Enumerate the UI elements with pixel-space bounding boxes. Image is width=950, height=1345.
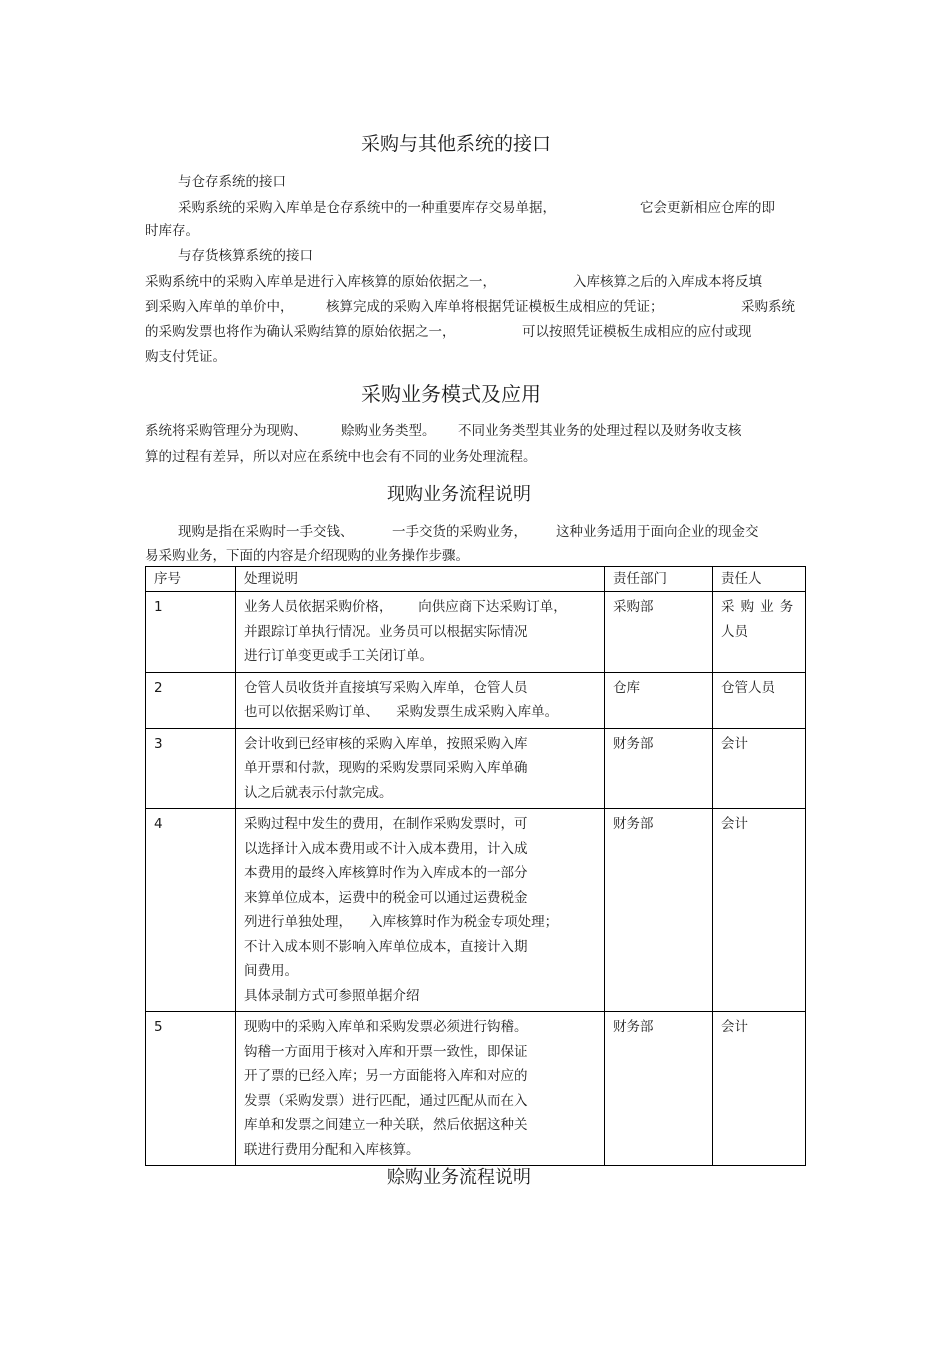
row-dept: 财务部 [605, 728, 713, 809]
header-dept: 责任部门 [605, 567, 713, 592]
row-dept: 财务部 [605, 809, 713, 1012]
sub2-line: 的采购发票也将作为确认采购结算的原始依据之一， [145, 324, 456, 340]
sub2-line: 采购系统中的采购入库单是进行入库核算的原始依据之一， [145, 274, 496, 290]
person-line: 会计 [721, 1019, 748, 1035]
person-line: 仓管人员 [721, 679, 775, 696]
desc-line: 开了票的已经入库；另一方面能将入库和对应的 [244, 1068, 528, 1084]
section2-line: 系统将采购管理分为现购、 [145, 423, 307, 439]
desc-line: 认之后就表示付款完成。 [244, 784, 393, 801]
desc-line: 发票（采购发票）进行匹配，通过匹配从而在入 [244, 1092, 528, 1109]
header-person: 责任人 [713, 567, 806, 592]
section3-intro: 这种业务适用于面向企业的现金交 [556, 524, 759, 540]
row-no: 4 [146, 809, 236, 1012]
table-row [146, 728, 806, 809]
section3-title: 现购业务流程说明 [387, 484, 531, 505]
sub1-line: 时库存。 [145, 223, 199, 239]
sub2-line: 购支付凭证。 [145, 349, 226, 365]
desc-line: 进行订单变更或手工关闭订单。 [244, 648, 433, 664]
row-person [713, 809, 806, 1012]
sub2-line: 到采购入库单的单价中， [145, 299, 294, 315]
row-dept: 采购部 [605, 592, 713, 673]
row-desc [236, 672, 605, 728]
section3-intro: 易采购业务，下面的内容是介绍现购的业务操作步骤。 [145, 548, 469, 564]
desc-line: 钩稽一方面用于核对入库和开票一致性，即保证 [244, 1043, 528, 1060]
table-row [146, 1012, 806, 1166]
sub2-line: 入库核算之后的入库成本将反填 [573, 274, 762, 290]
sub1-line: 它会更新相应仓库的即 [640, 200, 775, 216]
table-row [146, 809, 806, 1012]
sub2-line: 采购系统 [741, 299, 795, 315]
process-table [145, 566, 806, 1166]
sub2-heading: 与存货核算系统的接口 [178, 248, 313, 264]
table-row [146, 672, 806, 728]
desc-line: 现购中的采购入库单和采购发票必须进行钩稽。 [244, 1019, 528, 1035]
desc-line: 列进行单独处理， 入库核算时作为税金专项处理； [244, 914, 559, 930]
sub1-line: 采购系统的采购入库单是仓存系统中的一种重要库存交易单据， [178, 200, 556, 216]
section2-line: 算的过程有差异，所以对应在系统中也会有不同的业务处理流程。 [145, 449, 537, 465]
row-no: 2 [146, 672, 236, 728]
section2-line: 赊购业务类型。 [341, 423, 436, 439]
row-dept: 仓库 [605, 672, 713, 728]
desc-line: 采购过程中发生的费用，在制作采购发票时，可 [244, 816, 528, 832]
desc-line: 也可以依据采购订单、 采购发票生成采购入库单。 [244, 704, 559, 720]
row-desc [236, 728, 605, 809]
section2-title: 采购业务模式及应用 [361, 382, 541, 406]
table-row [146, 592, 806, 673]
desc-line: 间费用。 [244, 963, 298, 979]
desc-line: 来算单位成本，运费中的税金可以通过运费税金 [244, 889, 528, 906]
row-desc [236, 592, 605, 673]
desc-line: 业务人员依据采购价格， 向供应商下达采购订单， [244, 599, 567, 615]
row-person [713, 672, 806, 728]
section3-intro: 现购是指在采购时一手交钱、 [178, 524, 354, 540]
header-no: 序号 [146, 567, 236, 592]
row-no: 5 [146, 1012, 236, 1166]
row-person [713, 592, 806, 673]
desc-line: 具体录制方式可参照单据介绍 [244, 987, 420, 1004]
section1-title: 采购与其他系统的接口 [361, 133, 552, 155]
row-no: 3 [146, 728, 236, 809]
row-dept: 财务部 [605, 1012, 713, 1166]
section4-title: 赊购业务流程说明 [387, 1167, 531, 1188]
row-person [713, 728, 806, 809]
person-line: 采购业务 [721, 599, 800, 615]
header-desc: 处理说明 [236, 567, 605, 592]
desc-line: 仓管人员收货并直接填写采购入库单，仓管人员 [244, 679, 528, 696]
desc-line: 不计入成本则不影响入库单位成本，直接计入期 [244, 938, 528, 955]
row-desc [236, 1012, 605, 1166]
row-no: 1 [146, 592, 236, 673]
row-desc [236, 809, 605, 1012]
table-header-row [146, 567, 806, 592]
row-person [713, 1012, 806, 1166]
sub2-line: 核算完成的采购入库单将根据凭证模板生成相应的凭证； [326, 299, 664, 315]
person-line: 会计 [721, 735, 748, 752]
desc-line: 库单和发票之间建立一种关联，然后依据这种关 [244, 1117, 528, 1133]
sub2-line: 可以按照凭证模板生成相应的应付或现 [522, 324, 752, 340]
desc-line: 单开票和付款，现购的采购发票同采购入库单确 [244, 760, 528, 776]
person-line: 会计 [721, 816, 748, 832]
desc-line: 并跟踪订单执行情况。业务员可以根据实际情况 [244, 623, 528, 640]
desc-line: 联进行费用分配和入库核算。 [244, 1141, 420, 1158]
sub1-heading: 与仓存系统的接口 [178, 174, 286, 190]
section3-intro: 一手交货的采购业务， [392, 524, 527, 540]
person-line: 人员 [721, 623, 748, 640]
section2-line: 不同业务类型其业务的处理过程以及财务收支核 [458, 423, 742, 439]
desc-line: 以选择计入成本费用或不计入成本费用，计入成 [244, 840, 528, 857]
desc-line: 会计收到已经审核的采购入库单，按照采购入库 [244, 735, 528, 752]
desc-line: 本费用的最终入库核算时作为入库成本的一部分 [244, 865, 528, 881]
